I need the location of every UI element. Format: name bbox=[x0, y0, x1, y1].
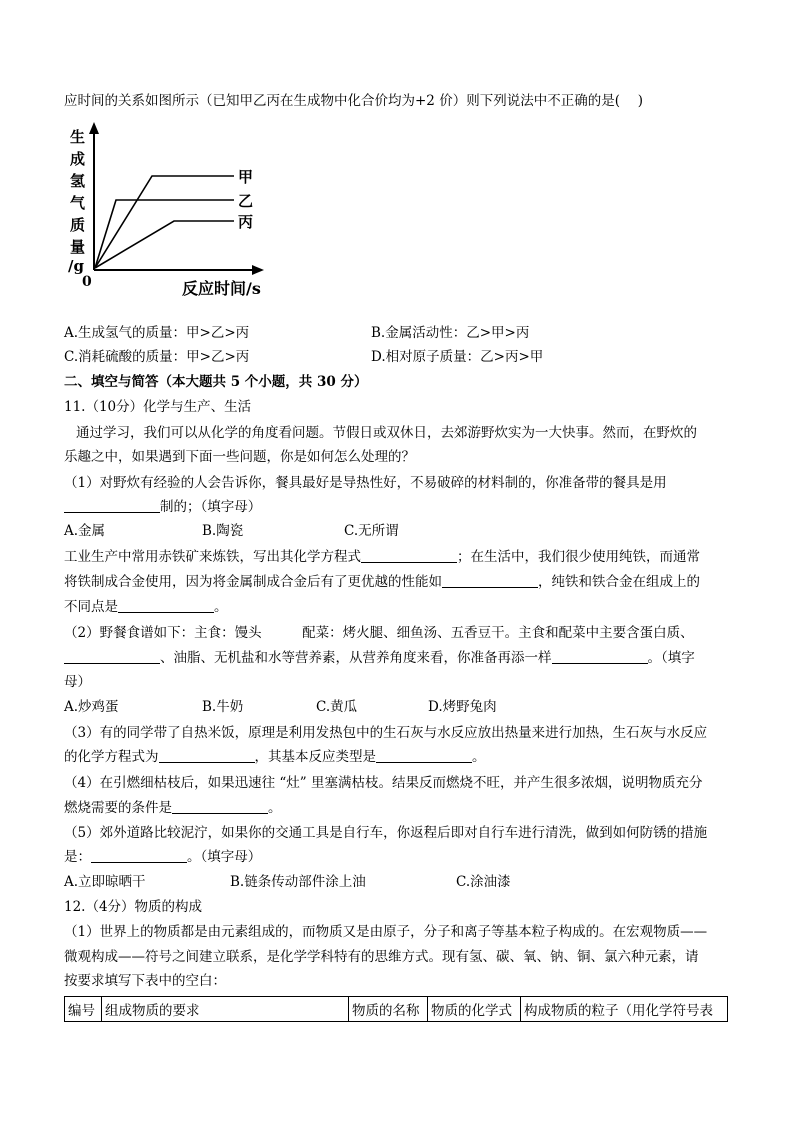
q11-part1-text: （1）对野炊有经验的人会告诉你，餐具最好是导热性好，不易破碎的材料制的，你准备带的餐具是用 bbox=[64, 475, 667, 491]
q11-part1-text: 制的；（填字母） bbox=[160, 499, 262, 515]
hydrogen-mass-graph bbox=[64, 120, 274, 300]
answer-blank[interactable] bbox=[118, 598, 214, 613]
q10-option-a[interactable]: A.生成氢气的质量：甲>乙>丙 bbox=[64, 325, 250, 341]
q12-table bbox=[64, 996, 728, 1022]
q11-p1-option-a[interactable]: A.金属 bbox=[64, 523, 106, 539]
q11-part5-text: 是： bbox=[64, 849, 91, 865]
table-header-cell: 物质的名称 bbox=[349, 997, 428, 1022]
q11-part2-text: （2）野餐食谱如下：主食：馒头 配菜：烤火腿、细鱼汤、五香豆干。主食和配菜中主要含蛋白质、 bbox=[64, 625, 694, 641]
q11-p2-option-c[interactable]: C.黄瓜 bbox=[316, 699, 358, 715]
answer-blank[interactable] bbox=[172, 799, 268, 814]
q11-part4-text: 。 bbox=[268, 800, 282, 816]
q11-intro: 通过学习，我们可以从化学的角度看问题。节假日或双休日，去郊游野炊实为一大快事。然而，在野炊的 bbox=[76, 425, 697, 441]
q11-part3-text: ，其基本反应类型是 bbox=[254, 749, 376, 765]
series-jia-label: 甲 bbox=[238, 168, 254, 186]
q11-p5-option-c[interactable]: C.涂油漆 bbox=[456, 874, 511, 890]
q11-p1-option-b[interactable]: B.陶瓷 bbox=[202, 523, 244, 539]
answer-blank[interactable] bbox=[159, 748, 255, 763]
q11-iron-text: ，纯铁和铁合金在组成上的 bbox=[538, 574, 700, 590]
q12-text: （1）世界上的物质都是由元素组成的，而物质又是由原子，分子和离子等基本粒子构成的。在宏观物质—— bbox=[64, 924, 708, 940]
q11-part3-text: 的化学方程式为 bbox=[64, 749, 159, 765]
y-label-char: 成 bbox=[70, 150, 86, 168]
q11-iron-text: ；在生活中，我们很少使用纯铁，而通常 bbox=[457, 549, 700, 565]
table-header-row bbox=[65, 997, 728, 1022]
q11-p5-option-b[interactable]: B.链条传动部件涂上油 bbox=[230, 874, 366, 890]
origin-label: 0 bbox=[82, 274, 92, 290]
answer-blank[interactable] bbox=[64, 649, 160, 664]
y-axis-arrow bbox=[89, 122, 99, 134]
table-header-cell: 物质的化学式 bbox=[428, 997, 521, 1022]
q11-iron-text: 将铁制成合金使用，因为将金属制成合金后有了更优越的性能如 bbox=[64, 574, 442, 590]
q11-intro: 乐趣之中，如果遇到下面一些问题，你是如何怎么处理的？ bbox=[64, 449, 415, 465]
y-label-char: 氢 bbox=[70, 172, 86, 190]
q12-text: 按要求填写下表中的空白： bbox=[64, 973, 226, 989]
q11-iron-text: 不同点是 bbox=[64, 599, 118, 615]
answer-blank[interactable] bbox=[64, 498, 160, 513]
q11-p2-option-b[interactable]: B.牛奶 bbox=[202, 699, 244, 715]
y-label-char: 量 bbox=[70, 238, 86, 256]
answer-blank[interactable] bbox=[361, 548, 457, 563]
q10-option-c[interactable]: C.消耗硫酸的质量：甲>乙>丙 bbox=[64, 349, 250, 365]
answer-blank[interactable] bbox=[552, 649, 648, 664]
q11-p1-option-c[interactable]: C.无所谓 bbox=[344, 523, 399, 539]
section-heading: 二、填空与简答（本大题共 5 个小题，共 30 分） bbox=[64, 374, 368, 390]
q11-iron-text: 。 bbox=[214, 599, 228, 615]
q11-part3-text: （3）有的同学带了自热米饭，原理是利用发热包中的生石灰与水反应放出热量来进行加热，生石灰与水反应 bbox=[64, 725, 708, 741]
answer-blank[interactable] bbox=[376, 748, 472, 763]
q11-part2-text: 、油脂、无机盐和水等营养素，从营养角度来看，你准备再添一样 bbox=[160, 650, 552, 666]
series-bing-label: 丙 bbox=[238, 213, 254, 231]
q11-part5-text: 。（填字母） bbox=[187, 849, 262, 865]
q11-p5-option-a[interactable]: A.立即晾晒干 bbox=[64, 874, 146, 890]
q11-iron-text: 工业生产中常用赤铁矿来炼铁，写出其化学方程式 bbox=[64, 549, 361, 565]
answer-blank[interactable] bbox=[442, 573, 538, 588]
q11-p2-option-a[interactable]: A.炒鸡蛋 bbox=[64, 699, 119, 715]
q11-part2-text: 母） bbox=[64, 674, 91, 690]
y-label-char: 气 bbox=[70, 194, 86, 212]
q11-part3-text: 。 bbox=[472, 749, 486, 765]
q11-title: 11.（10分）化学与生产、生活 bbox=[64, 399, 252, 415]
table-header-cell: 组成物质的要求 bbox=[102, 997, 349, 1022]
series-jia-line bbox=[95, 176, 234, 268]
q11-part4-text: （4）在引燃细枯枝后，如果迅速往 “灶” 里塞满枯枝。结果反而燃烧不旺，并产生很多浓烟，说明物质充分 bbox=[64, 775, 703, 791]
q11-part4-text: 燃烧需要的条件是 bbox=[64, 800, 172, 816]
q10-stem: 应时间的关系如图所示（已知甲乙丙在生成物中化合价均为+2 价）则下列说法中不正确的是( ) bbox=[64, 93, 644, 109]
x-axis-arrow bbox=[252, 265, 264, 275]
series-yi-label: 乙 bbox=[238, 192, 254, 210]
table-header-cell: 构成物质的粒子（用化学符号表 bbox=[521, 997, 728, 1022]
q11-p2-option-d[interactable]: D.烤野兔肉 bbox=[428, 699, 497, 715]
y-label-char: 质 bbox=[70, 216, 86, 234]
x-axis-label: 反应时间/s bbox=[182, 279, 261, 298]
y-label-char: 生 bbox=[70, 128, 86, 146]
q10-option-d[interactable]: D.相对原子质量：乙>丙>甲 bbox=[371, 349, 544, 365]
answer-blank[interactable] bbox=[91, 848, 187, 863]
q12-text: 微观构成——符号之间建立联系，是化学学科特有的思维方式。现有氢、碳、氧、钠、铜、氯六种元素，请 bbox=[64, 949, 699, 965]
q10-option-b[interactable]: B.金属活动性：乙>甲>丙 bbox=[371, 325, 530, 341]
table-header-cell: 编号 bbox=[65, 997, 102, 1022]
y-label-unit: /g bbox=[68, 257, 84, 275]
series-bing-line bbox=[95, 221, 234, 268]
q11-part5-text: （5）郊外道路比较泥泞，如果你的交通工具是自行车，你返程后即对自行车进行清洗，做到如何防锈的措施 bbox=[64, 825, 708, 841]
q11-part2-text: 。（填字 bbox=[647, 650, 695, 666]
q12-title: 12.（4分）物质的构成 bbox=[64, 899, 203, 915]
